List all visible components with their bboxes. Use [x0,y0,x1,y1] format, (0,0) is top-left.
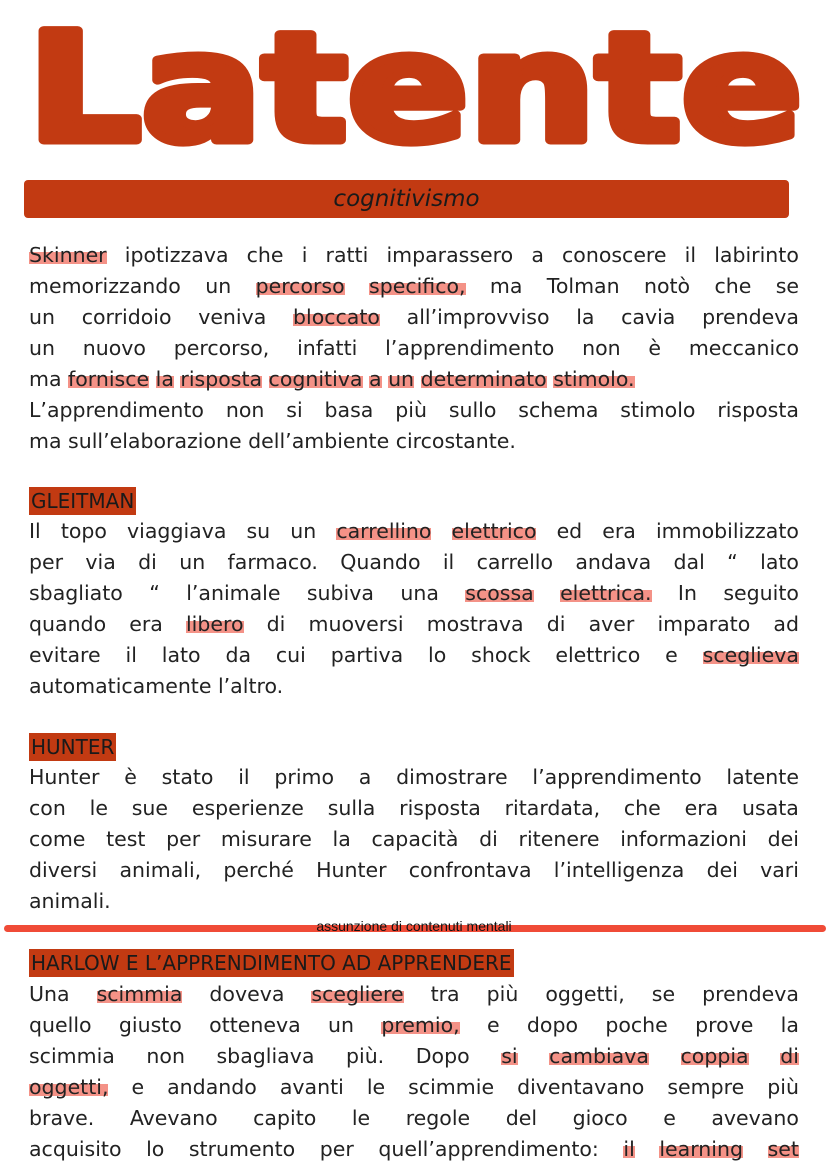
word: Hunter [316,858,387,882]
word: imparato [657,612,751,636]
word: “ [149,581,160,605]
word: lato [161,643,201,667]
text-line [29,824,799,855]
word: basa [324,398,374,422]
word: come [29,827,86,851]
word: il [125,643,137,667]
word: carrello [476,550,554,574]
highlighted-word: percorso [256,271,345,302]
word: se [775,274,799,298]
text-line [29,426,799,457]
highlighted-word: oggetti, [29,1072,108,1103]
word: andando [167,1075,257,1099]
word: scimmia [29,1044,115,1068]
highlighted-word: elettrico [452,516,537,547]
gleitman-paragraph [29,516,799,702]
text-line [29,1134,799,1165]
word: capito [253,1106,317,1130]
word: lo [428,643,447,667]
word: ritenere [518,827,600,851]
highlighted-word: fornisce [68,364,149,395]
word: sull’elaborazione [68,429,242,453]
word: usata [742,796,799,820]
word: via [85,550,116,574]
word: è [648,336,662,360]
word: animali. [29,889,111,913]
text-line [29,578,799,609]
word: non [582,336,621,360]
word: sulla [327,796,376,820]
word: quell’apprendimento: [378,1137,599,1161]
word: che [623,796,661,820]
text-line [29,855,799,886]
text-line [29,762,799,793]
word: meccanico [688,336,799,360]
text-line [29,1103,799,1134]
highlighted-word: specifico, [369,271,466,302]
word: strumento [188,1137,296,1161]
word: automaticamente [29,674,212,698]
word: primo [274,765,335,789]
title-text: Latente [27,12,803,176]
word: l’altro. [217,674,284,698]
word: era [602,519,636,543]
word: su [246,519,271,543]
highlighted-word: premio, [381,1010,459,1041]
word: esperienze [191,796,304,820]
word: risposta [717,398,799,422]
word: ma [489,274,523,298]
word: memorizzando [29,274,181,298]
text-line [29,271,799,302]
word: misurare [220,827,312,851]
highlighted-word: determinato [421,364,547,395]
word: regole [405,1106,471,1130]
word: prendeva [702,982,799,1006]
word: per [29,550,64,574]
word: di [546,612,566,636]
word: si [286,398,303,422]
word: gioco [572,1106,628,1130]
text-line [29,671,799,702]
word: prendeva [702,305,799,329]
text-line [29,516,799,547]
word: giusto [118,1013,182,1037]
highlighted-word: sceglieva [703,640,799,671]
word: sbagliava [216,1044,315,1068]
word: mostrava [426,612,524,636]
word: In [677,581,697,605]
word: oggetti, [545,982,625,1006]
word: perché [223,858,294,882]
word: Una [29,982,70,1006]
word: più. [345,1044,385,1068]
highlighted-word: bloccato [293,302,380,333]
highlighted-word: scossa [465,578,533,609]
highlighted-word: scegliere [311,979,403,1010]
word: latente [726,765,799,789]
word: poche [605,1013,668,1037]
highlighted-word: la [156,364,174,395]
word: a [531,243,544,267]
word: avevano [711,1106,799,1130]
word: dal [673,550,705,574]
word: L’apprendimento [29,398,204,422]
word: lo [146,1137,165,1161]
word: Dopo [415,1044,470,1068]
highlighted-word: di [780,1041,799,1072]
highlighted-word: il [623,1134,634,1165]
word: elettrico [555,643,641,667]
word: un [29,305,55,329]
word: farmaco. [227,550,318,574]
harlow-section [29,949,799,977]
text-line [29,1072,799,1103]
word: la [780,1013,799,1037]
word: andava [575,550,652,574]
divider-label: assunzione di contenuti mentali [316,918,512,934]
word: viaggiava [127,519,227,543]
word: dell’ambiente [248,429,390,453]
intro-paragraph [29,240,799,457]
word: vari [760,858,799,882]
word: imparassero [386,243,514,267]
word: con [29,796,66,820]
word: un [29,336,55,360]
word: se [651,982,676,1006]
word: percorso, [173,336,270,360]
highlighted-word: stimolo. [553,364,634,395]
word: e [131,1075,145,1099]
section-heading-hunter: HUNTER [31,735,115,759]
highlighted-word: cambiava [549,1041,649,1072]
word: dimostrare [396,765,508,789]
word: notò [643,274,691,298]
word: ed [556,519,583,543]
word: evitare [29,643,101,667]
word: stimolo [620,398,696,422]
harlow-paragraph [29,979,799,1165]
text-line [29,640,799,671]
text-line [29,547,799,578]
word: risposta [399,796,481,820]
word: era [129,612,163,636]
word: ma [29,367,62,391]
word: lato [760,550,799,574]
subtitle: cognitivismo [333,186,480,212]
word: e [665,643,678,667]
gleitman-section [29,487,799,515]
word: più [767,1075,799,1099]
page-title [18,12,813,177]
word: sullo [448,398,497,422]
word: acquisito [29,1137,122,1161]
word: labirinto [714,243,799,267]
word: di [266,612,286,636]
word: la [576,305,595,329]
highlighted-word: risposta [180,364,262,395]
text-line [29,793,799,824]
word: le [89,796,108,820]
word: il [684,243,697,267]
word: veniva [198,305,267,329]
word: quando [29,612,107,636]
word: corridoio [81,305,172,329]
word: Hunter [29,765,100,789]
word: un [328,1013,354,1037]
highlighted-word: un [388,364,414,395]
word: da [225,643,252,667]
text-line [29,302,799,333]
word: i [301,243,308,267]
word: quello [29,1013,92,1037]
highlighted-word: libero [186,609,244,640]
highlighted-word: scimmia [97,979,183,1010]
text-line [29,886,799,917]
word: seguito [723,581,799,605]
highlighted-word: Skinner [29,240,107,271]
word: del [505,1106,538,1130]
word: informazioni [620,827,747,851]
word: dei [706,858,738,882]
word: Tolman [546,274,620,298]
highlighted-word: elettrica. [560,578,651,609]
highlighted-word: carrellino [336,516,431,547]
title-art [18,12,813,177]
text-line [29,364,799,395]
word: prove [695,1013,754,1037]
word: l’animale [186,581,281,605]
word: test [106,827,146,851]
highlighted-word: coppia [681,1041,749,1072]
highlighted-word: a [369,364,382,395]
word: che [714,274,752,298]
word: ipotizzava [124,243,229,267]
word: all’improvviso [406,305,550,329]
highlighted-word: set [768,1134,799,1165]
highlighted-word: learning [659,1134,743,1165]
word: sempre [667,1075,745,1099]
word: che [246,243,284,267]
word: conoscere [562,243,667,267]
word: aver [588,612,635,636]
word: per [319,1137,354,1161]
word: di [138,550,157,574]
word: una [400,581,439,605]
text-line [29,333,799,364]
word: Quando [340,550,421,574]
word: cui [275,643,306,667]
word: partiva [330,643,404,667]
word: a [358,765,372,789]
word: Avevano [129,1106,218,1130]
text-line [29,1010,799,1041]
word: confrontava [408,858,532,882]
word: un [290,519,317,543]
text-line [29,395,799,426]
word: di [479,827,498,851]
word: e [486,1013,500,1037]
word: Il [29,519,41,543]
word: più [486,982,519,1006]
word: dei [767,827,799,851]
word: la [332,827,351,851]
subtitle-bar [24,180,789,218]
word: diventavano [517,1075,645,1099]
word: stato [161,765,214,789]
word: cavia [621,305,676,329]
word: otteneva [209,1013,301,1037]
word: è [124,765,137,789]
word: ratti [325,243,369,267]
word: l’apprendimento [532,765,702,789]
word: subiva [306,581,374,605]
word: più [395,398,427,422]
word: il [238,765,250,789]
section-heading-harlow: HARLOW E L’APPRENDIMENTO AD APPRENDERE [31,951,512,975]
text-line [29,609,799,640]
word: brave. [29,1106,95,1130]
word: dopo [526,1013,579,1037]
word: le [366,1075,386,1099]
word: immobilizzato [655,519,799,543]
word: non [146,1044,185,1068]
word: “ [727,550,738,574]
word: animali, [119,858,202,882]
word: un [179,550,206,574]
word: schema [518,398,599,422]
highlighted-word: si [501,1041,517,1072]
word: shock [471,643,531,667]
hunter-paragraph [29,762,799,917]
word: il [442,550,455,574]
word: capacità [371,827,459,851]
word: l’intelligenza [553,858,685,882]
word: infatti [297,336,358,360]
word: tra [430,982,460,1006]
word: un [205,274,232,298]
word: scimmie [408,1075,495,1099]
word: non [225,398,265,422]
word: ritardata, [504,796,601,820]
word: doveva [209,982,285,1006]
word: era [684,796,719,820]
word: l’apprendimento [385,336,555,360]
word: sbagliato [29,581,123,605]
word: e [663,1106,676,1130]
word: diversi [29,858,98,882]
highlighted-word: cognitiva [269,364,363,395]
text-line [29,1041,799,1072]
word: ad [773,612,799,636]
hunter-section [29,733,799,761]
text-line [29,240,799,271]
text-line [29,979,799,1010]
word: sue [131,796,169,820]
word: per [166,827,201,851]
word: le [351,1106,371,1130]
section-heading-gleitman: GLEITMAN [31,489,135,513]
word: avanti [279,1075,344,1099]
word: ma [29,429,62,453]
word: topo [60,519,107,543]
word: nuovo [82,336,146,360]
word: circostante. [395,429,516,453]
word: muoversi [308,612,404,636]
